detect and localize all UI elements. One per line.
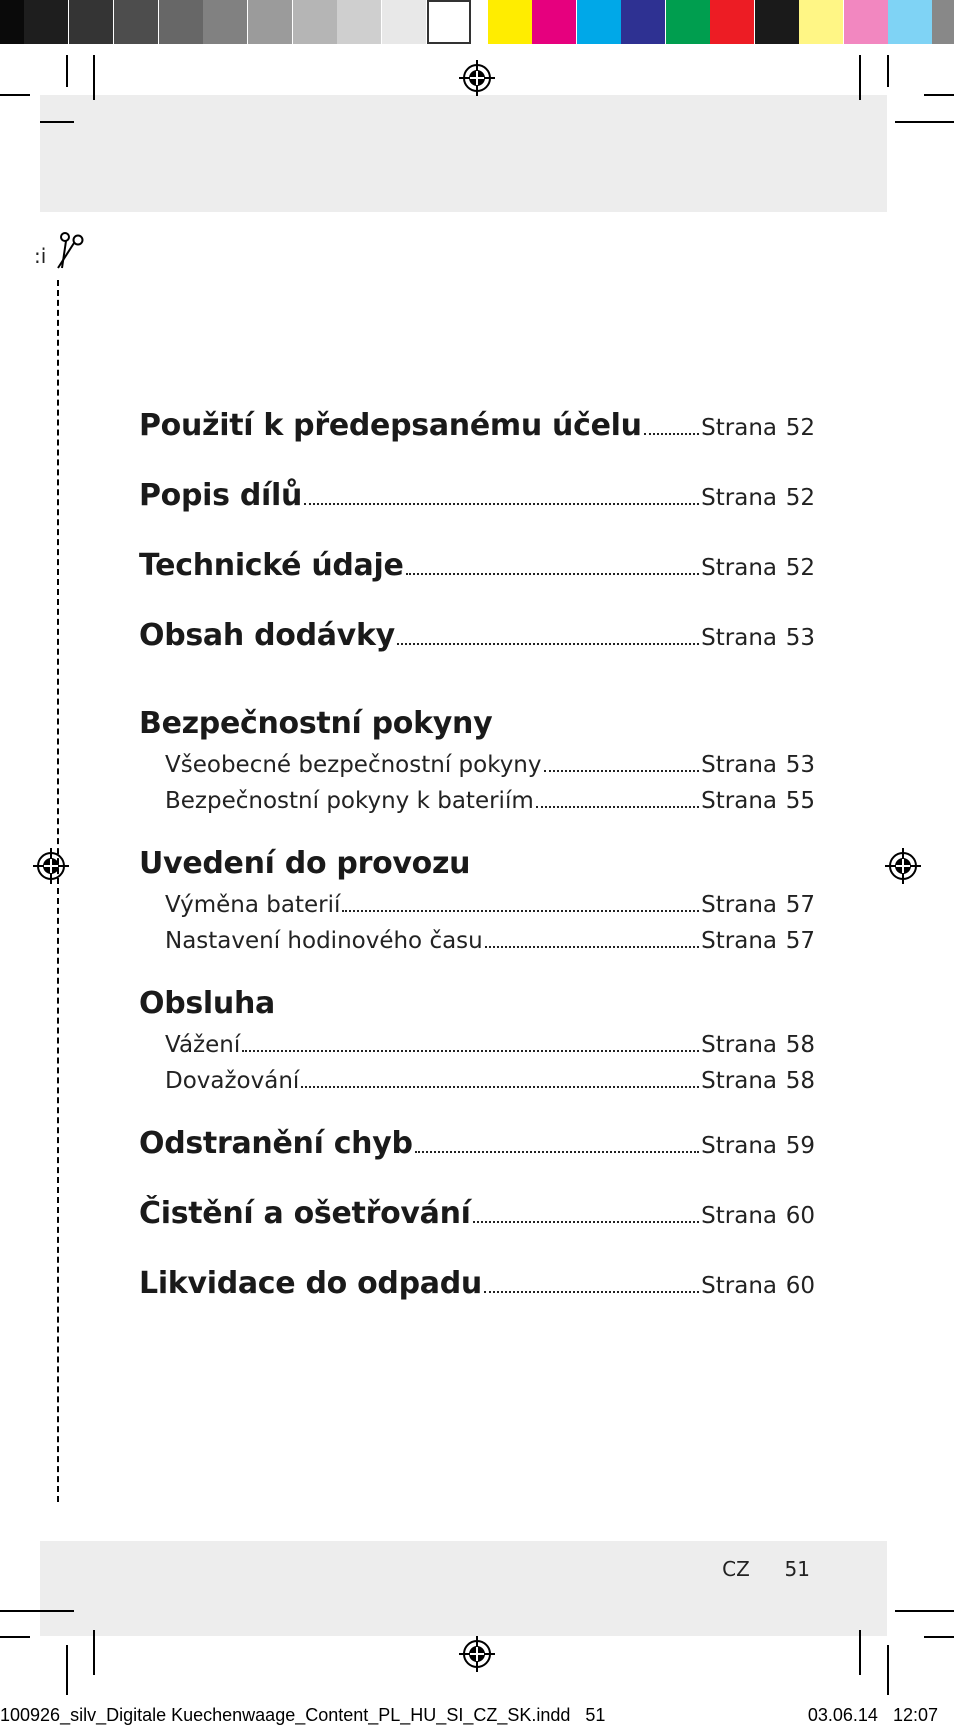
toc-title: Odstranění chyb xyxy=(139,1126,413,1161)
toc-title: Vážení xyxy=(165,1032,241,1058)
page-footer xyxy=(722,1557,810,1581)
dot-leader xyxy=(242,1050,699,1052)
strana-label: Strana xyxy=(701,892,777,918)
toc-title: Nastavení hodinového času xyxy=(165,928,483,954)
page-reference xyxy=(701,1068,815,1094)
toc-subentry xyxy=(165,1032,815,1058)
strana-label: Strana xyxy=(701,1032,777,1058)
toc-subentry xyxy=(165,892,815,918)
strana-label: Strana xyxy=(701,928,777,954)
toc-title: Dovažování xyxy=(165,1068,300,1094)
dot-leader xyxy=(544,770,700,772)
page-number: 52 xyxy=(785,415,815,441)
dot-leader xyxy=(485,946,699,948)
toc-title: Popis dílů xyxy=(139,478,303,513)
page-number: 53 xyxy=(785,625,815,651)
page-number: 53 xyxy=(785,752,815,778)
color-swatch xyxy=(621,0,665,44)
toc-subentry xyxy=(165,1068,815,1094)
color-swatch xyxy=(337,0,381,44)
color-swatch xyxy=(488,0,532,44)
page-number: 57 xyxy=(785,928,815,954)
page-reference xyxy=(701,788,815,814)
strana-label: Strana xyxy=(701,415,777,441)
color-swatch xyxy=(69,0,113,44)
toc-entry xyxy=(139,548,815,583)
cut-line xyxy=(57,280,59,1502)
page-number: 57 xyxy=(785,892,815,918)
toc-subentry xyxy=(165,752,815,778)
toc-entry xyxy=(139,1266,815,1301)
strana-label: Strana xyxy=(701,555,777,581)
color-swatch xyxy=(577,0,621,44)
footer-page-number: 51 xyxy=(784,1557,810,1581)
strana-label: Strana xyxy=(701,752,777,778)
toc-entry xyxy=(139,1126,815,1161)
slug-filename: 100926_silv_Digitale Kuechenwaage_Content_PL_HU_SI_CZ_SK.indd 51 xyxy=(0,1705,606,1725)
toc-entry xyxy=(139,618,815,653)
toc-heading xyxy=(139,986,815,1021)
page-reference xyxy=(701,625,815,651)
page-reference xyxy=(701,752,815,778)
page-reference xyxy=(701,928,815,954)
toc-subentry xyxy=(165,928,815,954)
toc-title: Obsluha xyxy=(139,986,275,1021)
strana-label: Strana xyxy=(701,1068,777,1094)
toc-title: Bezpečnostní pokyny xyxy=(139,706,493,741)
dot-leader xyxy=(415,1151,699,1153)
page-reference xyxy=(701,1203,815,1229)
color-swatch xyxy=(248,0,292,44)
footer-language: CZ xyxy=(722,1557,750,1581)
dot-leader xyxy=(397,643,699,645)
page-number: 58 xyxy=(785,1032,815,1058)
color-swatch xyxy=(932,0,954,44)
print-slug xyxy=(0,1705,954,1731)
toc-entry xyxy=(139,1196,815,1231)
page-number: 60 xyxy=(785,1203,815,1229)
strana-label: Strana xyxy=(701,1133,777,1159)
color-swatch xyxy=(888,0,932,44)
dot-leader xyxy=(301,1086,699,1088)
toc-title: Výměna baterií xyxy=(165,892,341,918)
color-swatch xyxy=(0,0,24,44)
strana-label: Strana xyxy=(701,625,777,651)
toc-title: Obsah dodávky xyxy=(139,618,395,653)
toc-entry xyxy=(139,478,815,513)
page-reference xyxy=(701,555,815,581)
color-swatch xyxy=(532,0,576,44)
color-calibration-bar xyxy=(0,0,954,48)
toc-title: Všeobecné bezpečnostní pokyny xyxy=(165,752,542,778)
strana-label: Strana xyxy=(701,1273,777,1299)
toc-title: Likvidace do odpadu xyxy=(139,1266,482,1301)
toc-title: Bezpečnostní pokyny k bateriím xyxy=(165,788,534,814)
page-reference xyxy=(701,1273,815,1299)
dot-leader xyxy=(342,910,699,912)
toc-title: Technické údaje xyxy=(139,548,404,583)
page-number: 58 xyxy=(785,1068,815,1094)
page-reference xyxy=(701,892,815,918)
color-swatch xyxy=(382,0,426,44)
page-reference xyxy=(701,1133,815,1159)
color-swatch xyxy=(24,0,68,44)
color-swatch xyxy=(799,0,843,44)
color-swatch xyxy=(666,0,710,44)
color-swatch xyxy=(427,0,471,44)
toc-title: Uvedení do provozu xyxy=(139,846,471,881)
dot-leader xyxy=(484,1291,699,1293)
toc-heading xyxy=(139,846,815,881)
toc-title: Čistění a ošetřování xyxy=(139,1196,471,1231)
page-number: 55 xyxy=(785,788,815,814)
registration-mark-icon xyxy=(883,846,923,886)
toc-subentry xyxy=(165,788,815,814)
strana-label: Strana xyxy=(701,485,777,511)
page-reference xyxy=(701,485,815,511)
dot-leader xyxy=(644,433,699,435)
registration-mark-icon xyxy=(31,846,71,886)
page-reference xyxy=(701,415,815,441)
strana-label: Strana xyxy=(701,1203,777,1229)
color-swatch xyxy=(159,0,203,44)
registration-mark-icon xyxy=(457,1634,497,1674)
color-swatch xyxy=(710,0,754,44)
color-swatch xyxy=(114,0,158,44)
page-number: 52 xyxy=(785,555,815,581)
page-number: 52 xyxy=(785,485,815,511)
color-swatch xyxy=(755,0,799,44)
bottom-grey-panel xyxy=(40,1541,887,1636)
slug-date: 03.06.14 12:07 xyxy=(807,1705,938,1725)
scissors-icon xyxy=(48,232,88,272)
registration-mark-icon xyxy=(457,58,497,98)
strana-label: Strana xyxy=(701,788,777,814)
dot-leader xyxy=(536,806,699,808)
dot-leader xyxy=(304,503,699,505)
color-swatch xyxy=(844,0,888,44)
toc-title: Použití k předepsanému účelu xyxy=(139,408,642,443)
page-number: 59 xyxy=(785,1133,815,1159)
toc-heading xyxy=(139,706,815,741)
edge-text: :i xyxy=(34,244,47,268)
color-swatch xyxy=(203,0,247,44)
color-swatch xyxy=(293,0,337,44)
toc-entry xyxy=(139,408,815,443)
top-grey-panel xyxy=(40,95,887,212)
dot-leader xyxy=(473,1221,700,1223)
page-number: 60 xyxy=(785,1273,815,1299)
dot-leader xyxy=(406,573,700,575)
page-reference xyxy=(701,1032,815,1058)
